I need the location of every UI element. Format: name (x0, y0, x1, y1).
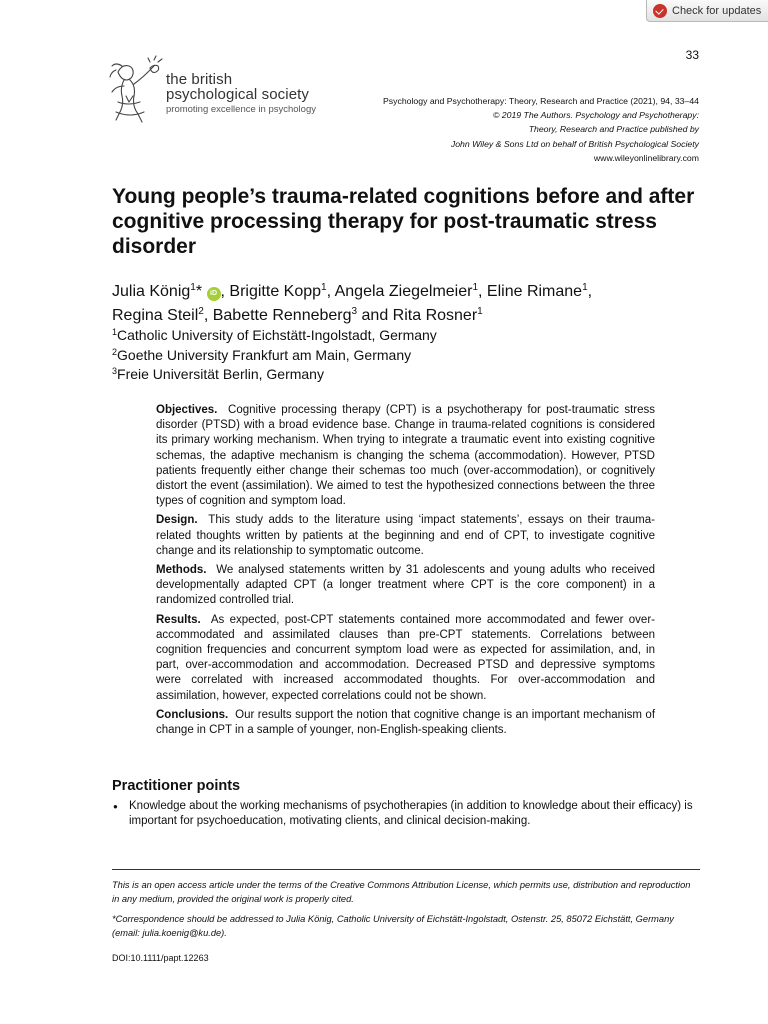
abstract-text: This study adds to the literature using ‘impact statements’, essays on their trauma-related thoughts written by patients at the beginning and end of CPT, to investigate cognitive change and its relationship to symptomatic outcome. (156, 514, 655, 557)
affiliation (112, 365, 712, 385)
author-affiliation-sup: 1 (190, 282, 196, 293)
author-affiliation-sup: 1 (321, 282, 327, 293)
affiliation-text: Catholic University of Eichstätt-Ingolstadt, Germany (117, 327, 437, 343)
separator: , (203, 307, 213, 324)
author-list (112, 280, 712, 328)
abstract-text: As expected, post-CPT statements contained more accommodated and fewer over-accommodated and assimilated clauses than pre-CPT statements. Correlations between cognition frequencies and concurrent symptom load were as expected for assimilation, and, in part, over-accommodation and accommodation. Decreased PTSD and depressive symptoms were correlated with increased accommodated thoughts. For over-accommodation and assimilation, however, expected correlations could not be shown. (156, 613, 655, 702)
journal-line-1: Psychology and Psychotherapy: Theory, Research and Practice (2021), 94, 33–44 (383, 96, 699, 106)
author-name: Julia König (112, 283, 191, 300)
footer-divider (112, 869, 700, 870)
abstract-section (156, 563, 655, 609)
bps-logo-text (166, 72, 316, 115)
journal-line-3: Theory, Research and Practice published by (528, 124, 699, 135)
logo-line-2: psychological society (166, 86, 310, 103)
separator: , (478, 283, 487, 300)
affiliation-list (112, 326, 712, 385)
separator: , (326, 283, 335, 300)
abstract (156, 403, 655, 742)
bps-logo-figure-icon (104, 52, 166, 124)
author-name: Babette Renneberg (212, 307, 352, 324)
corresponding-marker: * (195, 283, 203, 300)
journal-url-link[interactable]: www.wileyonlinelibrary.com (593, 153, 699, 163)
affiliation-sup: 3 (112, 366, 118, 376)
author-affiliation-sup: 1 (472, 282, 479, 293)
logo-tagline: promoting excellence in psychology (166, 104, 316, 115)
abstract-section (156, 403, 655, 509)
affiliation-sup: 1 (112, 327, 118, 337)
journal-citation (299, 94, 699, 151)
author-affiliation-sup: 1 (582, 282, 588, 293)
affiliation-sup: 2 (112, 346, 118, 357)
check-for-updates-label: Check for updates (672, 4, 762, 17)
author-name: Regina Steil (112, 307, 199, 324)
abstract-label: Results. (156, 613, 201, 626)
abstract-label: Methods. (156, 564, 207, 577)
journal-line-2: © 2019 The Authors. Psychology and Psychotherapy: (492, 110, 699, 121)
journal-line-4: John Wiley & Sons Ltd on behalf of British Psychological Society (450, 138, 699, 149)
check-for-updates-button[interactable] (646, 0, 768, 22)
list-item: ● Knowledge about the working mechanisms of psychotherapies (in addition to knowledge about their efficacy) is important for psychoeducation, motivating clients, and clinical decision-making. (112, 799, 700, 829)
affiliation (112, 346, 712, 366)
page-number: 33 (685, 48, 699, 62)
separator: , (587, 283, 593, 300)
abstract-text: Our results support the notion that cognitive change is an important mechanism of change in CPT in a sample of younger, non-English-speaking clients. (156, 708, 656, 737)
crossmark-icon (653, 4, 667, 18)
author-name: Angela Ziegelmeier (334, 283, 473, 300)
abstract-section (156, 708, 655, 738)
author-affiliation-sup: 3 (351, 306, 358, 317)
author-affiliation-sup: 2 (198, 306, 204, 317)
article-title: Young people’s trauma-related cognitions before and after cognitive processing therapy for post-traumatic stress disorder (112, 185, 695, 258)
author-affiliation-sup: 1 (477, 306, 483, 317)
affiliation (112, 326, 712, 346)
abstract-section (156, 513, 655, 559)
practitioner-points-heading: Practitioner points (112, 778, 241, 794)
affiliation-text: Goethe University Frankfurt am Main, Germany (117, 346, 412, 363)
abstract-text: Cognitive processing therapy (CPT) is a psychotherapy for post-traumatic stress disorder (PTSD) with a broad evidence base. Change in trauma-related cognitions is considered its primary working mechanism. When trying to integrate a traumatic event into existing cognitive schemas, the adaptive mechanism is changing the schema (accommodation). However, PTSD patients frequently either change their schemas too much (over-accommodation), or cognitively distort the event (assimilation). We aimed to test the hypothesized connections between the three types of cognition and symptom load. (156, 404, 655, 508)
practitioner-points-list (112, 799, 700, 829)
doi-link[interactable]: DOI:10.1111/papt.12263 (112, 953, 209, 963)
logo-line-1: the british (166, 71, 233, 88)
abstract-label: Design. (156, 514, 198, 527)
author-name: Brigitte Kopp (229, 283, 322, 300)
abstract-label: Objectives. (156, 404, 218, 416)
author-name: Rita Rosner (392, 307, 478, 324)
author-name: Eline Rimane (486, 283, 583, 300)
abstract-section (156, 613, 655, 704)
separator: , (220, 283, 230, 300)
orcid-icon[interactable]: iD (207, 287, 221, 301)
license-note: This is an open access article under the terms of the Creative Commons Attribution License, which permits use, distribution and reproduction in any medium, provided the original work is properly cited. (112, 880, 691, 904)
correspondence-note: *Correspondence should be addressed to Julia König, Catholic University of Eichstätt-Ingolstadt, Ostenstr. 25, 85072 Eichstätt, Germany (email: julia.koenig@ku.de). (112, 914, 674, 938)
affiliation-text: Freie Universität Berlin, Germany (117, 366, 324, 382)
abstract-text: We analysed statements written by 31 adolescents and young adults who received developmentally adapted CPT (a longer treatment where CPT is the core component) in a randomized controlled trial. (156, 564, 655, 607)
separator: and (357, 307, 393, 324)
abstract-label: Conclusions. (156, 708, 229, 721)
